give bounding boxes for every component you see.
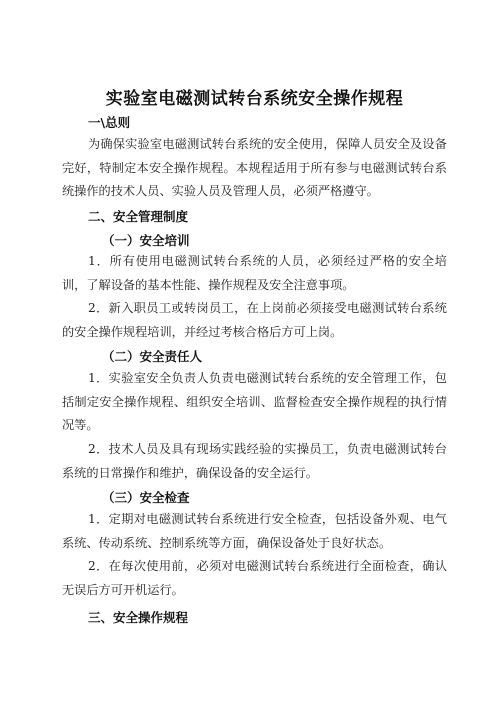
subsection-heading-responsible-person: （二）安全责任人 [102,349,203,364]
section-heading-safe-operation: 三、安全操作规程 [88,610,189,625]
inspection-item-2: 2．在每次使用前，必须对电磁测试转台系统进行全面检查，确认无误后方可开机运行。 [62,559,447,597]
document-title: 实验室电磁测试转台系统安全操作规程 [105,89,404,109]
responsibility-item-1: 1．实验室安全负责人负责电磁测试转台系统的安全管理工作，包括制定安全操作规程、组织安全培训、监督检查安全操作规程的执行情况等。 [62,371,447,432]
inspection-item-1: 1．定期对电磁测试转台系统进行安全检查，包括设备外观、电气系统、传动系统、控制系统等方面，确保设备处于良好状态。 [62,512,447,550]
responsibility-item-2: 2．技术人员及具有现场实践经验的实操员工，负责电磁测试转台系统的日常操作和维护，确保设备的安全运行。 [62,442,447,480]
training-item-1: 1．所有使用电磁测试转台系统的人员，必须经过严格的安全培训，了解设备的基本性能、操作规程及安全注意事项。 [62,254,447,292]
subsection-heading-safety-inspection: （三）安全检查 [102,490,190,505]
section-heading-general: 一\总则 [88,115,131,130]
training-item-2: 2．新入职员工或转岗员工，在上岗前必须接受电磁测试转台系统的安全操作规程培训，并经过考核合格后方可上岗。 [62,301,447,339]
subsection-heading-training: （一）安全培训 [102,233,190,248]
section-heading-safety-management: 二、安全管理制度 [88,209,189,224]
general-paragraph: 为确保实验室电磁测试转台系统的安全使用，保障人员安全及设备完好，特制定本安全操作规程。本规程适用于所有参与电磁测试转台系统操作的技术人员、实验人员及管理人员，必须严格遵守。 [62,137,447,198]
